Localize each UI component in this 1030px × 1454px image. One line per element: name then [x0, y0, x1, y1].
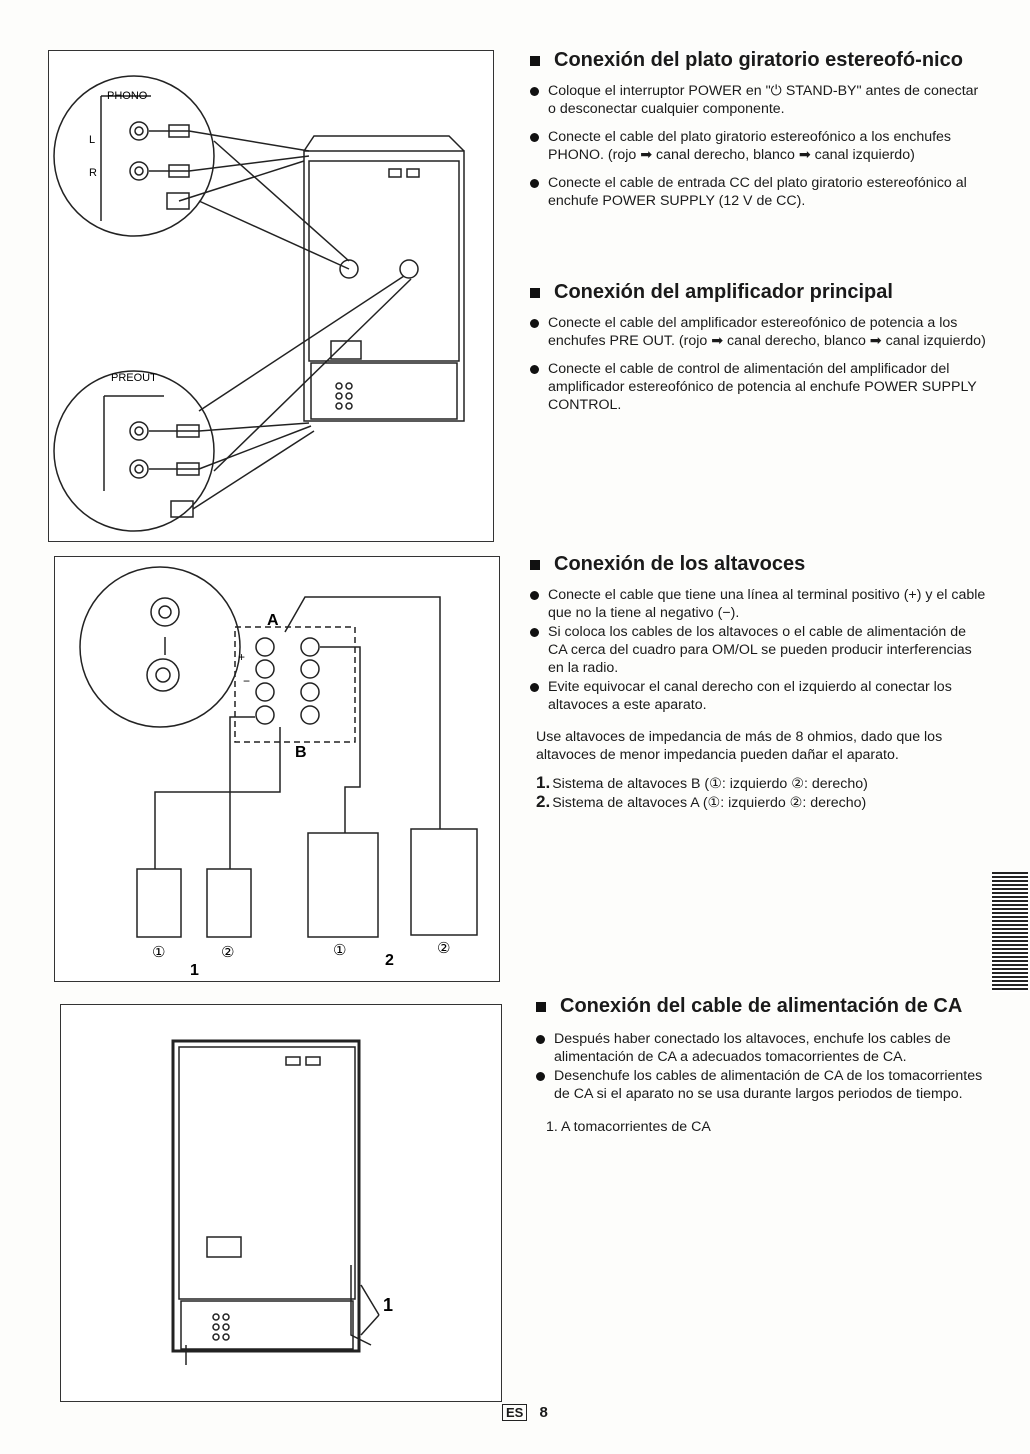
turntable-title: Conexión del plato giratorio estereofó-nico [528, 48, 988, 72]
ac-diagram [61, 1005, 501, 1401]
amplifier-item-1: Conecte el cable del amplificador estereofónico de potencia a los enchufes PRE OUT. (rojo ➡ canal derecho, blanco ➡ canal izquierdo) [528, 314, 988, 350]
system-1-label: 1 [190, 962, 199, 979]
phono-label: PHONO [107, 90, 148, 102]
ac-item-2: Desenchufe los cables de alimentación de CA de los tomacorrientes de CA si el aparato no se usa durante largos periodos de tiempo. [534, 1067, 994, 1103]
speaker-system-b [536, 774, 988, 793]
turntable-item-1: Coloque el interruptor POWER en "⏻ STAND-BY" antes de conectar o desconectar cualquier componente. [528, 82, 988, 118]
speakers-diagram [55, 557, 499, 981]
preout-label: PREOUT [111, 372, 157, 384]
section-ac [534, 994, 994, 1135]
speaker-system-a [536, 793, 988, 812]
section-amplifier [528, 280, 988, 414]
system-2-label: 2 [385, 952, 394, 969]
figure-ac-power [60, 1004, 502, 1402]
speakers-item-1: Conecte el cable que tiene una línea al terminal positivo (+) y el cable que no la tiene al negativo (−). [528, 586, 988, 622]
ac-item-1: Después haber conectado los altavoces, enchufe los cables de alimentación de CA a adecuados tomacorrientes de CA. [534, 1030, 994, 1066]
plus-mark: + [238, 650, 246, 664]
speaker-b-right: ② [221, 944, 235, 961]
impedance-note: Use altavoces de impedancia de más de 8 ohmios, dado que los altavoces de menor impedancia pueden dañar el aparato. [536, 729, 943, 763]
speaker-system-list [536, 774, 988, 812]
amplifier-title: Conexión del amplificador principal [528, 280, 988, 304]
page-number: 8 [539, 1404, 548, 1421]
speaker-a-right: ② [437, 940, 451, 957]
right-mark: R [89, 167, 97, 179]
minus-mark: − [243, 674, 251, 688]
amplifier-item-2: Conecte el cable de control de alimentación del amplificador del amplificador estereofónico de potencia al enchufe POWER SUPPLY CONTROL. [528, 360, 988, 414]
callout-1: 1 [383, 1295, 394, 1315]
ac-title: Conexión del cable de alimentación de CA [534, 994, 994, 1018]
list-text: Sistema de altavoces A (①: izquierdo ②: derecho) [552, 795, 867, 811]
figure-turntable-amplifier [48, 50, 494, 542]
left-mark: L [89, 134, 96, 146]
speaker-a-left: ① [333, 942, 347, 959]
speakers-item-2: Si coloca los cables de los altavoces o el cable de alimentación de CA cerca del cuadro para OM/OL se pueden producir interferencias en la radio. [528, 623, 988, 677]
list-num: 2. [536, 792, 551, 811]
figure-speakers [54, 556, 500, 982]
turntable-item-2: Conecte el cable del plato giratorio estereofónico a los enchufes PHONO. (rojo ➡ canal derecho, blanco ➡ canal izquierdo) [528, 128, 988, 164]
label-a: A [267, 612, 279, 629]
turntable-item-3: Conecte el cable de entrada CC del plato giratorio estereofónico al enchufe POWER SUPPLY (12 V de CC). [528, 174, 988, 210]
speaker-b-left: ① [152, 944, 166, 961]
label-b: B [295, 744, 307, 761]
section-turntable [528, 48, 988, 210]
list-text: Sistema de altavoces B (①: izquierdo ②: derecho) [552, 776, 868, 792]
language-badge: ES [502, 1404, 527, 1421]
section-speakers [528, 552, 988, 812]
speakers-item-3: Evite equivocar el canal derecho con el izquierdo al conectar los altavoces a este aparato. [528, 678, 988, 714]
page-footer [502, 1404, 548, 1421]
ac-caption: 1. A tomacorrientes de CA [546, 1119, 711, 1135]
turntable-diagram [49, 51, 493, 541]
list-num: 1. [536, 773, 551, 792]
page-tab-marker [992, 872, 1028, 992]
speakers-title: Conexión de los altavoces [528, 552, 988, 576]
